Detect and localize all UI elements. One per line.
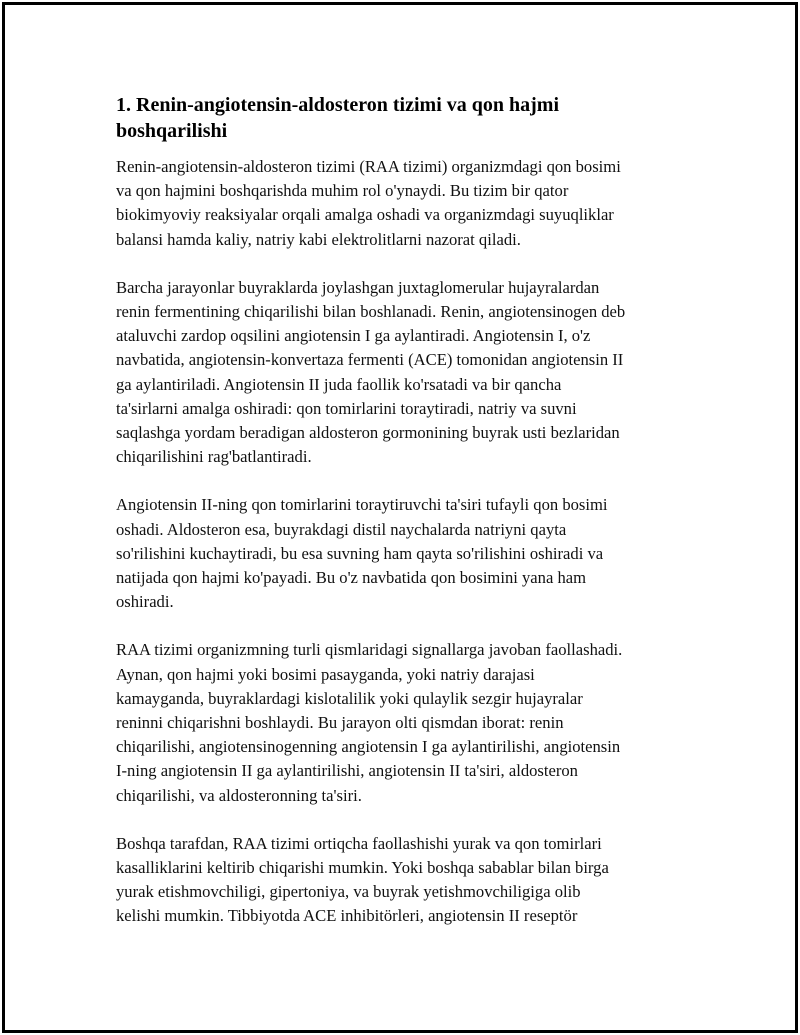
paragraph-2 — [116, 276, 686, 470]
text-line: saqlashga yordam beradigan aldosteron gormonining buyrak usti bezlaridan — [116, 423, 620, 443]
text-line: navbatida, angiotensin-konvertaza fermenti (ACE) tomonidan angiotensin II — [116, 350, 624, 370]
text-line: Aynan, qon hajmi yoki bosimi pasayganda, yoki natriy darajasi — [116, 664, 535, 684]
paragraph-3 — [116, 493, 686, 614]
text-line: kamayganda, buyraklardagi kislotalilik yoki qulaylik sezgir hujayralar — [116, 688, 583, 708]
heading-line: 1. Renin-angiotensin-aldosteron tizimi va qon hajmi — [116, 94, 559, 116]
text-line: RAA tizimi organizmning turli qismlaridagi signallarga javoban faollashadi. — [116, 640, 623, 660]
text-line: chiqarilishi, angiotensinogenning angiotensin I ga aylantirilishi, angiotensin — [116, 737, 621, 757]
text-line: chiqarilishi, va aldosteronning ta'siri. — [116, 785, 362, 805]
text-line: ga aylantiriladi. Angiotensin II juda faollik ko'rsatadi va bir qancha — [116, 374, 562, 394]
section-heading — [116, 92, 686, 144]
text-line: biokimyoviy reaksiyalar orqali amalga oshadi va organizmdagi suyuqliklar — [116, 205, 614, 225]
paragraph-5 — [116, 832, 686, 929]
document-body — [116, 92, 686, 953]
text-line: ta'sirlarni amalga oshiradi: qon tomirlarini toraytiradi, natriy va suvni — [116, 398, 577, 418]
paragraph-1 — [116, 155, 686, 252]
heading-line: boshqarilishi — [116, 120, 228, 142]
text-line: yurak etishmovchiligi, gipertoniya, va buyrak yetishmovchiligiga olib — [116, 882, 581, 902]
text-line: oshiradi. — [116, 592, 174, 612]
text-line: va qon hajmini boshqarishda muhim rol o'ynaydi. Bu tizim bir qator — [116, 181, 569, 201]
text-line: so'rilishini kuchaytiradi, bu esa suvning ham qayta so'rilishini oshiradi va — [116, 543, 604, 563]
text-line: Boshqa tarafdan, RAA tizimi ortiqcha faollashishi yurak va qon tomirlari — [116, 833, 602, 853]
paragraph-4 — [116, 638, 686, 807]
text-line: kelishi mumkin. Tibbiyotda ACE inhibitörleri, angiotensin II reseptör — [116, 906, 578, 926]
text-line: Renin-angiotensin-aldosteron tizimi (RAA tizimi) organizmdagi qon bosimi — [116, 157, 621, 176]
text-line: natijada qon hajmi ko'payadi. Bu o'z navbatida qon bosimini yana ham — [116, 568, 587, 588]
text-line: Barcha jarayonlar buyraklarda joylashgan juxtaglomerular hujayralardan — [116, 277, 600, 297]
text-line: I-ning angiotensin II ga aylantirilishi, angiotensin II ta'siri, aldosteron — [116, 761, 578, 781]
text-line: ataluvchi zardop oqsilini angiotensin I ga aylantiradi. Angiotensin I, o'z — [116, 326, 591, 346]
text-line: reninni chiqarishni boshlaydi. Bu jarayon olti qismdan iborat: renin — [116, 713, 564, 733]
text-line: renin fermentining chiqarilishi bilan boshlanadi. Renin, angiotensinogen deb — [116, 302, 626, 322]
text-line: balansi hamda kaliy, natriy kabi elektrolitlarni nazorat qiladi. — [116, 229, 521, 249]
text-line: kasalliklarini keltirib chiqarishi mumkin. Yoki boshqa sabablar bilan birga — [116, 858, 609, 878]
text-line: Angiotensin II-ning qon tomirlarini toraytiruvchi ta'siri tufayli qon bosimi — [116, 495, 608, 515]
text-line: chiqarilishini rag'batlantiradi. — [116, 447, 312, 467]
text-line: oshadi. Aldosteron esa, buyrakdagi distil naychalarda natriyni qayta — [116, 519, 567, 539]
